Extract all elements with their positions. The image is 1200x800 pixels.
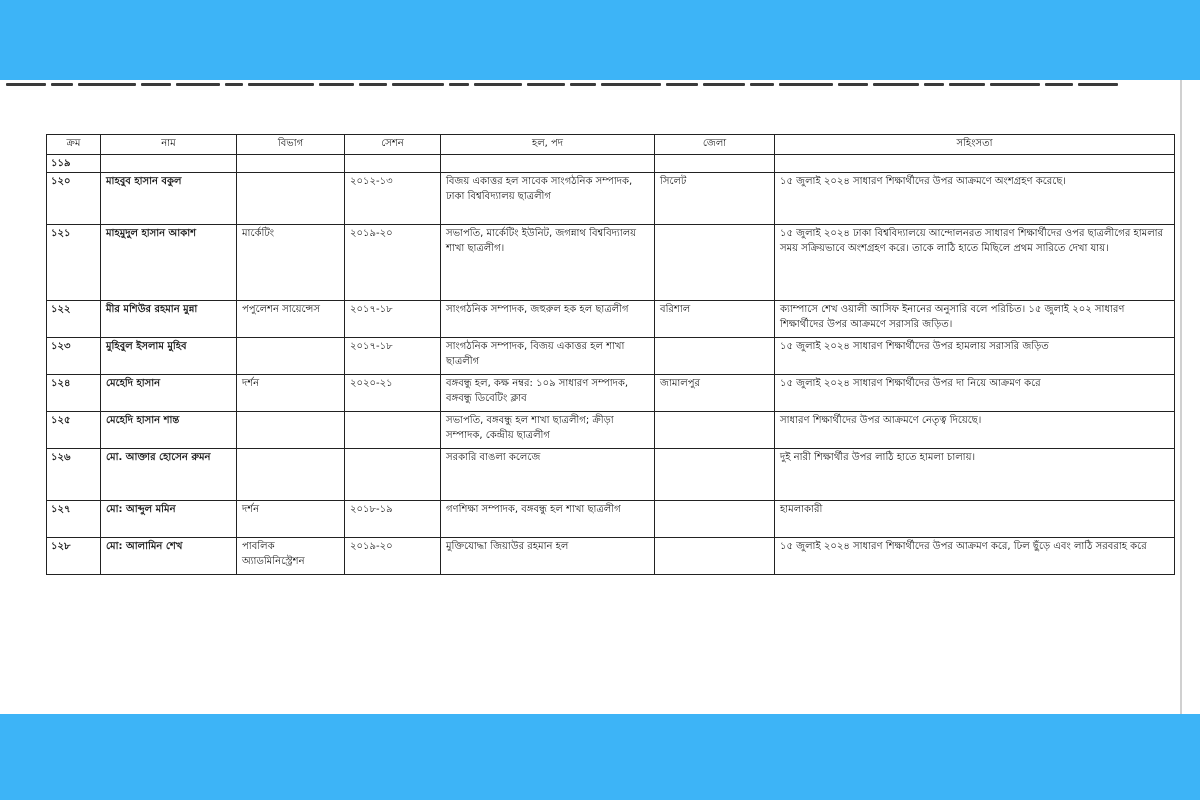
table-row — [47, 412, 1175, 449]
cut-text-fragment — [248, 83, 314, 86]
cell-violence: ১৫ জুলাই ২০২৪ সাধারণ শিক্ষার্থীদের উপর দা নিয়ে আক্রমণ করে — [775, 375, 1175, 412]
table-row — [47, 375, 1175, 412]
header-hall-post: হল, পদ — [441, 135, 655, 155]
cell-serial: ১২৪ — [47, 375, 101, 412]
header-violence: সহিংসতা — [775, 135, 1175, 155]
cut-text-fragment — [449, 83, 469, 86]
cut-text-fragment — [474, 83, 522, 86]
cell-department: পাবলিক অ্যাডমিনিস্ট্রেশন — [237, 538, 345, 575]
cell-name: মীর মশিউর রহমান মুন্না — [101, 301, 237, 338]
cell-department: পপুলেশন সায়েন্সেস — [237, 301, 345, 338]
cell-violence: ক্যাম্পাসে শেখ ওয়ালী আসিফ ইনানের অনুসারি বলে পরিচিত। ১৫ জুলাই ২০২ সাধারণ শিক্ষার্থীদের উপর আক্রমণে সরাসরি জড়িত। — [775, 301, 1175, 338]
cell-department: দর্শন — [237, 375, 345, 412]
cell-district — [655, 155, 775, 173]
cell-serial: ১২০ — [47, 173, 101, 225]
cut-text-fragment — [359, 83, 387, 86]
cell-department — [237, 338, 345, 375]
table-header-row — [47, 135, 1175, 155]
header-department: বিভাগ — [237, 135, 345, 155]
cell-violence — [775, 155, 1175, 173]
cell-hall-post: সভাপতি, বঙ্গবন্ধু হল শাখা ছাত্রলীগ; ক্রীড়া সম্পাদক, কেন্দ্রীয় ছাত্রলীগ — [441, 412, 655, 449]
cell-name: মেহেদি হাসান শান্ত — [101, 412, 237, 449]
header-name: নাম — [101, 135, 237, 155]
cell-serial: ১২৬ — [47, 449, 101, 501]
cut-text-fragment — [779, 83, 833, 86]
cell-department: দর্শন — [237, 501, 345, 538]
cell-violence: দুই নারী শিক্ষার্থীর উপর লাঠি হাতে হামলা চালায়। — [775, 449, 1175, 501]
cell-violence: সাধারণ শিক্ষার্থীদের উপর আক্রমণে নেতৃত্ব দিয়েছে। — [775, 412, 1175, 449]
cell-district — [655, 501, 775, 538]
cell-name: মো: আব্দুল মমিন — [101, 501, 237, 538]
cell-department — [237, 449, 345, 501]
cell-session — [345, 449, 441, 501]
cut-text-fragment — [949, 83, 985, 86]
cell-hall-post — [441, 155, 655, 173]
cell-name: মো. আক্তার হোসেন রুমন — [101, 449, 237, 501]
cut-text-fragment — [176, 83, 220, 86]
cell-violence: ১৫ জুলাই ২০২৪ সাধারণ শিক্ষার্থীদের উপর আক্রমণ করে, ঢিল ছুঁড়ে এবং লাঠি সরবরাহ করে — [775, 538, 1175, 575]
cell-name — [101, 155, 237, 173]
accused-list-table — [46, 134, 1175, 575]
cell-violence: হামলাকারী — [775, 501, 1175, 538]
cell-session: ২০২০-২১ — [345, 375, 441, 412]
cell-session: ২০১৭-১৮ — [345, 301, 441, 338]
cell-department — [237, 173, 345, 225]
header-session: সেশন — [345, 135, 441, 155]
cut-text-fragment — [225, 83, 243, 86]
cut-text-fragment — [1078, 83, 1118, 86]
cell-district — [655, 338, 775, 375]
cell-serial: ১২৩ — [47, 338, 101, 375]
cell-serial: ১২২ — [47, 301, 101, 338]
cut-text-fragment — [703, 83, 745, 86]
cut-text-fragment — [51, 83, 73, 86]
cell-session: ২০১৯-২০ — [345, 538, 441, 575]
cell-session: ২০১৮-১৯ — [345, 501, 441, 538]
cell-district — [655, 412, 775, 449]
cell-hall-post: বিজয় একাত্তর হল সাবেক সাংগঠনিক সম্পাদক, ঢাকা বিশ্ববিদ্যালয় ছাত্রলীগ — [441, 173, 655, 225]
cell-serial: ১২৫ — [47, 412, 101, 449]
cell-hall-post: গণশিক্ষা সম্পাদক, বঙ্গবন্ধু হল শাখা ছাত্রলীগ — [441, 501, 655, 538]
cut-text-fragment — [750, 83, 774, 86]
cell-hall-post: বঙ্গবন্ধু হল, কক্ষ নম্বর: ১০৯ সাধারণ সম্পাদক, বঙ্গবন্ধু ডিবেটিং ক্লাব — [441, 375, 655, 412]
cut-text-fragment — [527, 83, 565, 86]
cut-text-fragment — [601, 83, 661, 86]
cell-district — [655, 225, 775, 301]
cell-session: ২০১৯-২০ — [345, 225, 441, 301]
cut-text-fragment — [570, 83, 596, 86]
cell-serial: ১২১ — [47, 225, 101, 301]
cut-off-text-line — [6, 80, 1156, 90]
table-row — [47, 173, 1175, 225]
table-row — [47, 449, 1175, 501]
cell-violence: ১৫ জুলাই ২০২৪ ঢাকা বিশ্ববিদ্যালয়ে আন্দোলনরত সাধারণ শিক্ষার্থীদের ওপর ছাত্রলীগের হামলার সময় সক্রিয়ভাবে অংশগ্রহণ করে। তাকে লাঠি হাতে মিছিলে প্রথম সারিতে দেখা যায়। — [775, 225, 1175, 301]
cell-department: মার্কেটিং — [237, 225, 345, 301]
cell-hall-post: সভাপতি, মার্কেটিং ইউনিট, জগন্নাথ বিশ্ববিদ্যালয় শাখা ছাত্রলীগ। — [441, 225, 655, 301]
cell-department — [237, 412, 345, 449]
cell-hall-post: সাংগঠনিক সম্পাদক, বিজয় একাত্তর হল শাখা ছাত্রলীগ — [441, 338, 655, 375]
cell-hall-post: মুক্তিযোদ্ধা জিয়াউর রহমান হল — [441, 538, 655, 575]
cell-name: মো: আলামিন শেখ — [101, 538, 237, 575]
cell-serial: ১২৭ — [47, 501, 101, 538]
cell-hall-post: সাংগঠনিক সম্পাদক, জহুরুল হক হল ছাত্রলীগ — [441, 301, 655, 338]
cut-text-fragment — [838, 83, 868, 86]
cut-text-fragment — [924, 83, 944, 86]
cut-text-fragment — [1045, 83, 1073, 86]
cell-name: মুহিবুল ইসলাম মুহিব — [101, 338, 237, 375]
cell-name: মাহমুদুল হাসান আকাশ — [101, 225, 237, 301]
cell-violence: ১৫ জুলাই ২০২৪ সাধারণ শিক্ষার্থীদের উপর আক্রমণে অংশগ্রহণ করেছে। — [775, 173, 1175, 225]
page-edge — [1180, 80, 1182, 714]
table-row — [47, 301, 1175, 338]
cell-district — [655, 538, 775, 575]
cut-text-fragment — [666, 83, 698, 86]
cell-session: ২০১৭-১৮ — [345, 338, 441, 375]
cell-district: বরিশাল — [655, 301, 775, 338]
cell-serial: ১১৯ — [47, 155, 101, 173]
cell-department — [237, 155, 345, 173]
cell-violence: ১৫ জুলাই ২০২৪ সাধারণ শিক্ষার্থীদের উপর হামলায় সরাসরি জড়িত — [775, 338, 1175, 375]
cell-session — [345, 155, 441, 173]
header-serial: ক্রম — [47, 135, 101, 155]
table-row — [47, 155, 1175, 173]
cell-session — [345, 412, 441, 449]
cell-session: ২০১২-১৩ — [345, 173, 441, 225]
cut-text-fragment — [319, 83, 354, 86]
table-row — [47, 225, 1175, 301]
header-district: জেলা — [655, 135, 775, 155]
cell-district — [655, 449, 775, 501]
table-row — [47, 338, 1175, 375]
cut-text-fragment — [873, 83, 919, 86]
cell-name: মেহেদি হাসান — [101, 375, 237, 412]
scanned-document — [0, 80, 1200, 714]
cut-text-fragment — [141, 83, 171, 86]
cell-serial: ১২৮ — [47, 538, 101, 575]
cut-text-fragment — [392, 83, 444, 86]
cell-district: সিলেট — [655, 173, 775, 225]
table-row — [47, 538, 1175, 575]
cell-district: জামালপুর — [655, 375, 775, 412]
cut-text-fragment — [6, 83, 46, 86]
cell-hall-post: সরকারি বাঙলা কলেজে — [441, 449, 655, 501]
cut-text-fragment — [78, 83, 136, 86]
table-row — [47, 501, 1175, 538]
cut-text-fragment — [990, 83, 1040, 86]
cell-name: মাহবুব হাসান বকুল — [101, 173, 237, 225]
